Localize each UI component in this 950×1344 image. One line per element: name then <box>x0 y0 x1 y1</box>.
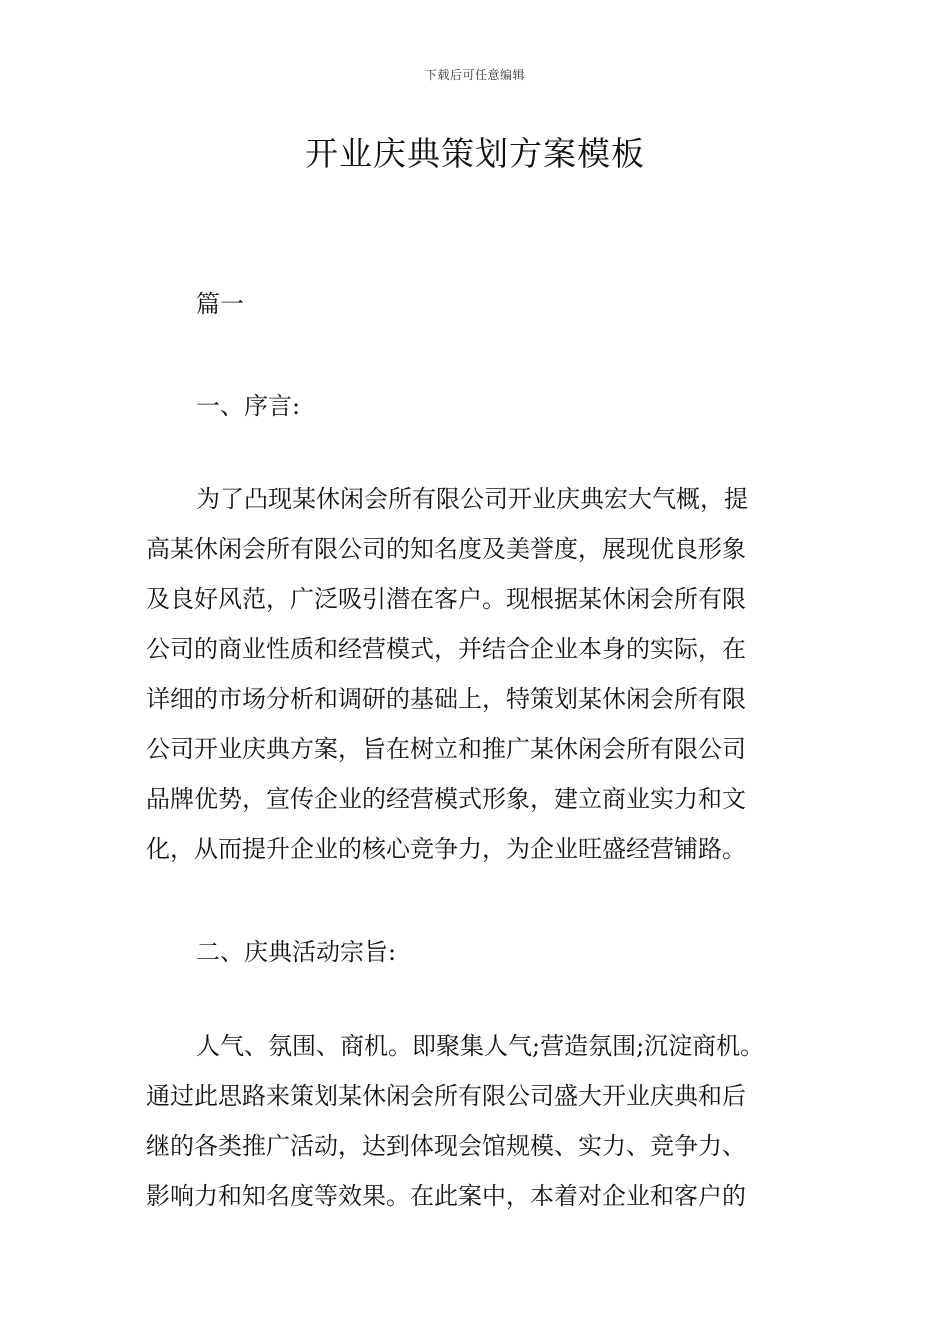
header-note: 下载后可任意编辑 <box>424 68 525 82</box>
paragraph-line: 及良好风范，广泛吸引潜在客户。现根据某休闲会所有限 <box>146 585 746 613</box>
paragraph-line: 详细的市场分析和调研的基础上，特策划某休闲会所有限 <box>146 685 746 713</box>
preface-heading: 一、序言: <box>196 392 301 420</box>
paragraph-line: 人气、氛围、商机。即聚集人气;营造氛围;沉淀商机。 <box>196 1032 765 1060</box>
paragraph-line: 影响力和知名度等效果。在此案中，本着对企业和客户的 <box>146 1182 746 1210</box>
paragraph-line: 高某休闲会所有限公司的知名度及美誉度，展现优良形象 <box>146 535 746 563</box>
purpose-paragraph <box>146 1021 836 1221</box>
paragraph-line: 化，从而提升企业的核心竞争力，为企业旺盛经营铺路。 <box>146 835 746 863</box>
paragraph-line: 公司的商业性质和经营模式，并结合企业本身的实际，在 <box>146 635 746 663</box>
paragraph-line: 通过此思路来策划某休闲会所有限公司盛大开业庆典和后 <box>146 1082 746 1110</box>
paragraph-line: 继的各类推广活动，达到体现会馆规模、实力、竞争力、 <box>146 1132 746 1160</box>
document-title: 开业庆典策划方案模板 <box>305 134 645 173</box>
paragraph-line: 公司开业庆典方案，旨在树立和推广某休闲会所有限公司 <box>146 735 746 763</box>
paragraph-line: 品牌优势，宣传企业的经营模式形象，建立商业实力和文 <box>146 785 746 813</box>
preface-paragraph <box>146 474 836 874</box>
part-label: 篇一 <box>196 290 244 318</box>
paragraph-line: 为了凸现某休闲会所有限公司开业庆典宏大气概，提 <box>196 485 748 513</box>
purpose-heading: 二、庆典活动宗旨: <box>196 938 397 966</box>
